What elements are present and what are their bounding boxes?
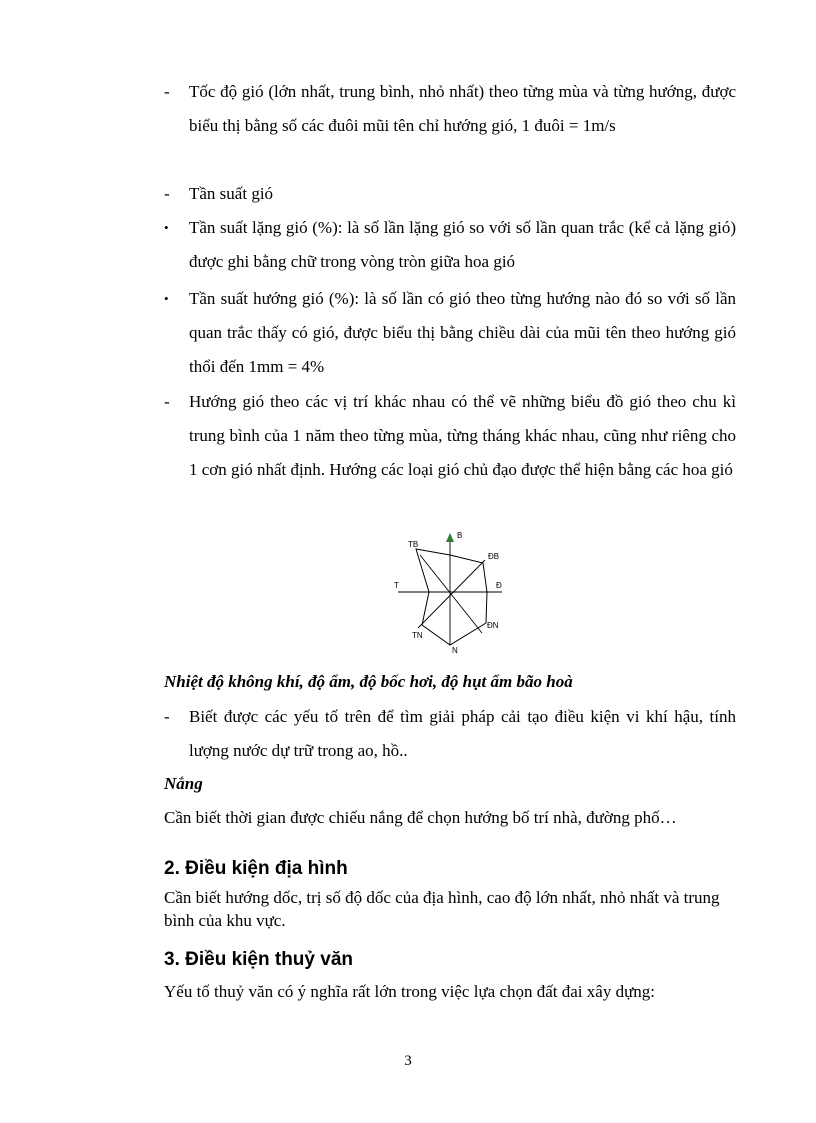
terrain-paragraph: Cần biết hướng dốc, trị số độ dốc của địa hình, cao độ lớn nhất, nhỏ nhất và trung bình của khu vực. <box>164 888 720 930</box>
wind-rose-diagram <box>380 525 520 660</box>
north-arrow-icon <box>446 533 454 542</box>
dash-marker: - <box>164 392 170 411</box>
list-item-text: Hướng gió theo các vị trí khác nhau có thể vẽ những biểu đồ gió theo chu kì trung bình của 1 năm theo từng mùa, từng tháng khác nhau, cũng như riêng cho 1 cơn gió nhất định. Hướng các loại gió chủ đạo được thể hiện bằng các hoa gió <box>189 392 736 479</box>
direction-label-s: N <box>452 646 458 655</box>
page-number: 3 <box>404 1053 412 1069</box>
bullet-marker: • <box>164 220 169 235</box>
list-item <box>164 75 736 143</box>
direction-label-nw: TB <box>408 540 419 549</box>
list-item-text: Tần suất gió <box>189 184 274 203</box>
list-item-text: Tần suất lặng gió (%): là số lần lặng gió so với số lần quan trắc (kể cả lặng gió) được ghi bằng chữ trong vòng tròn giữa hoa gió <box>189 218 736 271</box>
section-heading-terrain: 2. Điều kiện địa hình <box>164 858 348 879</box>
direction-label-n: B <box>457 531 463 540</box>
section-heading-air-conditions: Nhiệt độ không khí, độ ẩm, độ bốc hơi, độ hụt ẩm bão hoà <box>164 672 573 691</box>
list-item <box>164 282 736 384</box>
axis-ne-sw <box>418 560 485 628</box>
direction-label-se: ĐN <box>487 621 499 630</box>
list-item <box>164 700 736 768</box>
sunshine-paragraph: Cần biết thời gian được chiếu nắng để chọn hướng bố trí nhà, đường phố… <box>164 808 677 827</box>
list-item-text: Biết được các yếu tố trên để tìm giải pháp cải tạo điều kiện vi khí hậu, tính lượng nước dự trữ trong ao, hồ.. <box>189 707 736 760</box>
section-heading-hydrology: 3. Điều kiện thuỷ văn <box>164 949 353 970</box>
hydrology-paragraph: Yếu tố thuỷ văn có ý nghĩa rất lớn trong việc lựa chọn đất đai xây dựng: <box>164 982 656 1001</box>
dash-marker: - <box>164 184 170 203</box>
list-item-text: Tần suất hướng gió (%): là số lần có gió theo từng hướng nào đó so với số lần quan trắc thấy có gió, được biểu thị bằng chiều dài của mũi tên theo hướng gió thổi đến 1mm = 4% <box>189 289 736 376</box>
direction-label-e: Đ <box>496 581 502 590</box>
list-item-text: Tốc độ gió (lớn nhất, trung bình, nhỏ nhất) theo từng mùa và từng hướng, được biểu thị bằng số các đuôi mũi tên chỉ hướng gió, 1 đuôi = 1m/s <box>189 82 736 135</box>
list-item <box>164 177 736 211</box>
direction-label-sw: TN <box>412 631 423 640</box>
section-heading-sunshine: Nắng <box>164 774 203 793</box>
dash-marker: - <box>164 707 170 726</box>
dash-marker: - <box>164 82 170 101</box>
bullet-marker: • <box>164 291 169 306</box>
direction-label-w: T <box>394 581 399 590</box>
list-item <box>164 385 736 487</box>
list-item <box>164 211 736 279</box>
direction-label-ne: ĐB <box>488 552 500 561</box>
